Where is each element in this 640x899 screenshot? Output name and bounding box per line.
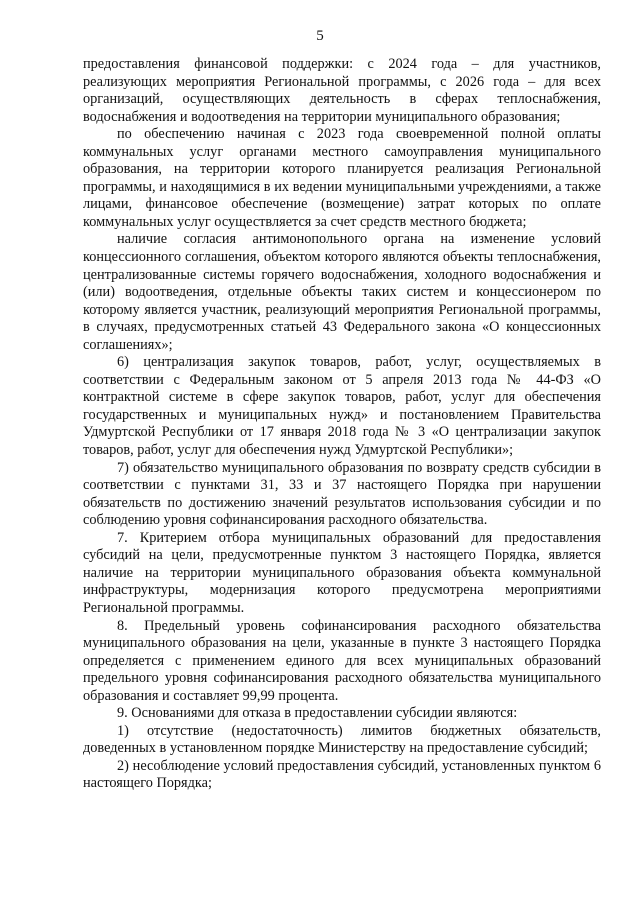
paragraph-item-6-procurement: 6) централизация закупок товаров, работ, услуг, осуществляемых в соответствии с Федеральным законом от 5 апреля 2013 года № 44-ФЗ «О контрактной системе в сфере закупок товаров, работ, услуг для обеспечения государственных и муниципальных нужд» и постановлением Правительства Удмуртской Республики от 17 января 2018 года № 3 «О централизации закупок товаров, работ, услуг для обеспечения нужд Удмуртской Республики»; [83,354,601,459]
page-number: 5 [316,28,324,44]
paragraph-clause-9-refusal: 9. Основаниями для отказа в предоставлении субсидии являются: [117,705,518,722]
document-body [83,56,601,793]
paragraph-clause-8-cofinancing: 8. Предельный уровень софинансирования расходного обязательства муниципального образования на цели, указанные в пункте 3 настоящего Порядка определяется с применением единого для всех муниципальных образований предельного уровня софинансирования расходного обязательства муниципального образования и составляет 99,99 процента. [83,617,601,704]
paragraph-financial-support: предоставления финансовой поддержки: с 2024 года – для участников, реализующих мероприятия Региональной программы, с 2026 года – для всех организаций, осуществляющих деятельность в сферах теплоснабжения, водоснабжения и водоотведения на территории муниципального образования; [83,56,601,125]
paragraph-antimonopoly-consent: наличие согласия антимонопольного органа на изменение условий концессионного соглашения, объектом которого являются объекты теплоснабжения, централизованные системы горячего водоснабжения, холодного водоснабжения и (или) водоотведения, отдельные объекты таких систем и концессионером по которому является участник, реализующий мероприятия Региональной программы, в случаях, предусмотренных статьей 43 Федерального закона «О концессионных соглашениях»; [83,231,601,353]
paragraph-refusal-item-1: 1) отсутствие (недостаточность) лимитов бюджетных обязательств, доведенных в установленном порядке Министерству на предоставление субсидий; [83,722,601,757]
paragraph-refusal-item-2: 2) несоблюдение условий предоставления субсидий, установленных пунктом 6 настоящего Порядка; [83,757,601,792]
paragraph-utility-payments: по обеспечению начиная с 2023 года своевременной полной оплаты коммунальных услуг органами местного самоуправления муниципального образования, на территории которого планируется реализация Региональной программы, и находящимися в их ведении муниципальными учреждениями, а также лицами, финансовое обеспечение (возмещение) затрат которых по оплате коммунальных услуг осуществляется за счет средств местного бюджета; [83,126,601,230]
paragraph-clause-7-criterion: 7. Критерием отбора муниципальных образований для предоставления субсидий на цели, предусмотренные пунктом 3 настоящего Порядка, является наличие на территории муниципального образования объекта коммунальной инфраструктуры, модернизация которого предусмотрена мероприятиями Региональной программы. [83,529,601,616]
paragraph-item-7-obligation: 7) обязательство муниципального образования по возврату средств субсидии в соответствии с пунктами 31, 33 и 37 настоящего Порядка при нарушении обязательств по достижению значений результатов использования субсидии и по соблюдению уровня софинансирования расходного обязательства. [83,459,601,529]
